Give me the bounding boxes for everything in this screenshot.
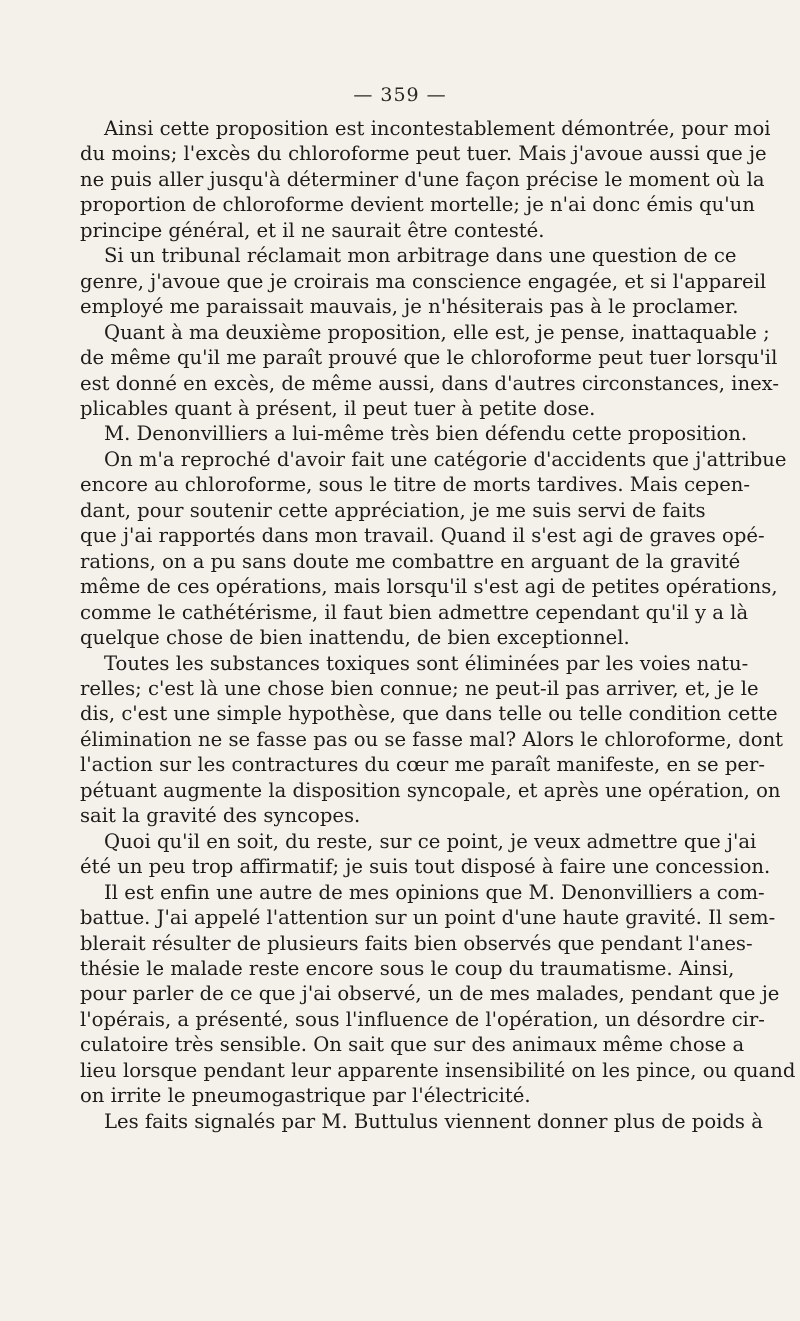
- text-line: plicables quant à présent, il peut tuer à petite dose.: [80, 396, 596, 420]
- text-line: battue. J'ai appelé l'attention sur un point d'une haute gravité. Il sem-: [80, 906, 776, 930]
- text-line: employé me paraissait mauvais, je n'hésiterais pas à le proclamer.: [80, 295, 739, 319]
- text-line: quelque chose de bien inattendu, de bien exceptionnel.: [80, 626, 630, 650]
- text-line: culatoire très sensible. On sait que sur des animaux même chose a: [80, 1033, 745, 1057]
- paragraph: [80, 829, 771, 880]
- text-line: rations, on a pu sans doute me combattre en arguant de la gravité: [80, 549, 741, 573]
- text-line: l'action sur les contractures du cœur me paraît manifeste, en se per-: [80, 753, 765, 777]
- text-line: Quoi qu'il en soit, du reste, sur ce point, je veux admettre que j'ai: [104, 829, 757, 853]
- paragraph: [80, 447, 787, 651]
- text-line: que j'ai rapportés dans mon travail. Quand il s'est agi de graves opé-: [80, 524, 765, 548]
- text-line: Toutes les substances toxiques sont éliminées par les voies natu-: [104, 651, 749, 675]
- text-line: élimination ne se fasse pas ou se fasse mal? Alors le chloroforme, dont: [80, 727, 784, 751]
- text-line: encore au chloroforme, sous le titre de morts tardives. Mais cepen-: [80, 473, 751, 497]
- text-line: relles; c'est là une chose bien connue; ne peut-il pas arriver, et, je le: [80, 676, 759, 700]
- text-line: comme le cathétérisme, il faut bien admettre cependant qu'il y a là: [80, 600, 749, 624]
- text-line: On m'a reproché d'avoir fait une catégorie d'accidents que j'attribue: [104, 447, 787, 471]
- text-line: pétuant augmente la disposition syncopale, et après une opération, on: [80, 778, 781, 802]
- paragraph: [80, 116, 771, 243]
- body-text: [80, 116, 796, 1134]
- text-line: sait la gravité des syncopes.: [80, 804, 361, 828]
- text-line: est donné en excès, de même aussi, dans d'autres circonstances, inex-: [80, 371, 779, 395]
- paragraph: [80, 243, 767, 319]
- paragraph: [80, 880, 796, 1109]
- paragraph: [80, 421, 748, 446]
- text-line: dant, pour soutenir cette appréciation, je me suis servi de faits: [80, 498, 706, 522]
- text-line: l'opérais, a présenté, sous l'influence de l'opération, un désordre cir-: [80, 1007, 765, 1031]
- page-number: — 359 —: [353, 84, 447, 106]
- paragraph: [80, 651, 784, 829]
- text-line: ne puis aller jusqu'à déterminer d'une façon précise le moment où la: [80, 167, 765, 191]
- paragraph: [80, 1109, 763, 1134]
- text-line: lieu lorsque pendant leur apparente insensibilité on les pince, ou quand: [80, 1058, 796, 1082]
- text-line: M. Denonvilliers a lui-même très bien défendu cette proposition.: [104, 422, 748, 446]
- text-line: de même qu'il me paraît prouvé que le chloroforme peut tuer lorsqu'il: [80, 346, 778, 370]
- text-line: Quant à ma deuxième proposition, elle est, je pense, inattaquable ;: [104, 320, 770, 344]
- text-line: été un peu trop affirmatif; je suis tout disposé à faire une concession.: [80, 855, 771, 879]
- text-line: proportion de chloroforme devient mortelle; je n'ai donc émis qu'un: [80, 193, 755, 217]
- text-line: principe général, et il ne saurait être contesté.: [80, 218, 545, 242]
- text-line: dis, c'est une simple hypothèse, que dans telle ou telle condition cette: [80, 702, 778, 726]
- text-line: blerait résulter de plusieurs faits bien observés que pendant l'anes-: [80, 931, 753, 955]
- text-line: Ainsi cette proposition est incontestablement démontrée, pour moi: [104, 117, 771, 140]
- text-line: du moins; l'excès du chloroforme peut tuer. Mais j'avoue aussi que je: [80, 142, 767, 166]
- text-line: Il est enfin une autre de mes opinions que M. Denonvilliers a com-: [104, 880, 765, 904]
- text-line: genre, j'avoue que je croirais ma conscience engagée, et si l'appareil: [80, 269, 767, 293]
- text-line: Les faits signalés par M. Buttulus viennent donner plus de poids à: [104, 1109, 763, 1133]
- text-line: on irrite le pneumogastrique par l'électricité.: [80, 1084, 531, 1108]
- paragraph: [80, 320, 779, 422]
- text-line: même de ces opérations, mais lorsqu'il s'est agi de petites opérations,: [80, 575, 778, 599]
- text-line: Si un tribunal réclamait mon arbitrage dans une question de ce: [104, 244, 737, 268]
- text-line: pour parler de ce que j'ai observé, un de mes malades, pendant que je: [80, 982, 780, 1006]
- text-line: thésie le malade reste encore sous le coup du traumatisme. Ainsi,: [80, 956, 735, 980]
